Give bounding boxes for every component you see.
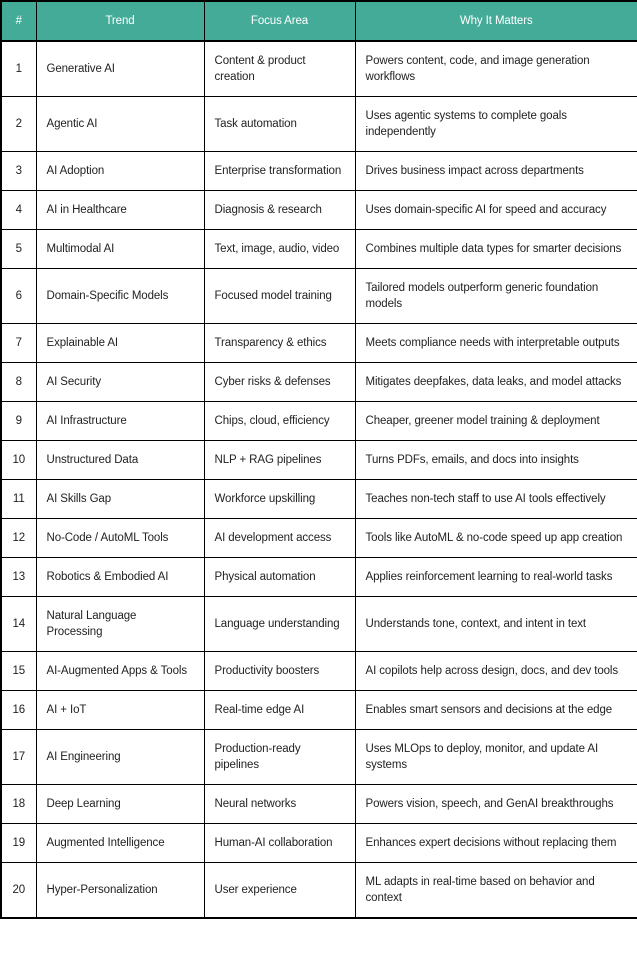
cell-focus-area: User experience bbox=[204, 863, 355, 919]
table-row bbox=[1, 41, 637, 97]
cell-focus-area: Cyber risks & defenses bbox=[204, 363, 355, 402]
cell-focus-area: Focused model training bbox=[204, 269, 355, 324]
cell-trend: AI in Healthcare bbox=[36, 191, 204, 230]
column-header-number: # bbox=[1, 1, 36, 41]
table-row bbox=[1, 652, 637, 691]
cell-number: 19 bbox=[1, 824, 36, 863]
cell-number: 1 bbox=[1, 41, 36, 97]
cell-why-it-matters: Drives business impact across departments bbox=[355, 152, 637, 191]
table-row bbox=[1, 152, 637, 191]
cell-number: 5 bbox=[1, 230, 36, 269]
cell-focus-area: Chips, cloud, efficiency bbox=[204, 402, 355, 441]
cell-why-it-matters: ML adapts in real-time based on behavior and context bbox=[355, 863, 637, 919]
cell-trend: AI Adoption bbox=[36, 152, 204, 191]
cell-trend: Multimodal AI bbox=[36, 230, 204, 269]
column-header-trend: Trend bbox=[36, 1, 204, 41]
cell-trend: No-Code / AutoML Tools bbox=[36, 519, 204, 558]
cell-trend: AI + IoT bbox=[36, 691, 204, 730]
cell-why-it-matters: Applies reinforcement learning to real-world tasks bbox=[355, 558, 637, 597]
cell-focus-area: NLP + RAG pipelines bbox=[204, 441, 355, 480]
cell-why-it-matters: Combines multiple data types for smarter decisions bbox=[355, 230, 637, 269]
table-row bbox=[1, 480, 637, 519]
cell-why-it-matters: Enables smart sensors and decisions at the edge bbox=[355, 691, 637, 730]
table-header bbox=[1, 1, 637, 41]
cell-why-it-matters: Cheaper, greener model training & deployment bbox=[355, 402, 637, 441]
cell-trend: AI Engineering bbox=[36, 730, 204, 785]
column-header-focus-area: Focus Area bbox=[204, 1, 355, 41]
cell-focus-area: Diagnosis & research bbox=[204, 191, 355, 230]
cell-focus-area: Task automation bbox=[204, 97, 355, 152]
cell-why-it-matters: Enhances expert decisions without replacing them bbox=[355, 824, 637, 863]
cell-trend: Explainable AI bbox=[36, 324, 204, 363]
table-row bbox=[1, 269, 637, 324]
table-row bbox=[1, 730, 637, 785]
table-row bbox=[1, 558, 637, 597]
cell-trend: Generative AI bbox=[36, 41, 204, 97]
cell-number: 10 bbox=[1, 441, 36, 480]
cell-focus-area: Enterprise transformation bbox=[204, 152, 355, 191]
cell-focus-area: Physical automation bbox=[204, 558, 355, 597]
table-row bbox=[1, 97, 637, 152]
cell-focus-area: Text, image, audio, video bbox=[204, 230, 355, 269]
cell-focus-area: Productivity boosters bbox=[204, 652, 355, 691]
cell-number: 17 bbox=[1, 730, 36, 785]
table-row bbox=[1, 824, 637, 863]
cell-number: 13 bbox=[1, 558, 36, 597]
table-row bbox=[1, 402, 637, 441]
table-row bbox=[1, 191, 637, 230]
table-row bbox=[1, 441, 637, 480]
cell-focus-area: AI development access bbox=[204, 519, 355, 558]
cell-why-it-matters: Mitigates deepfakes, data leaks, and model attacks bbox=[355, 363, 637, 402]
cell-why-it-matters: AI copilots help across design, docs, and dev tools bbox=[355, 652, 637, 691]
cell-number: 6 bbox=[1, 269, 36, 324]
cell-trend: Augmented Intelligence bbox=[36, 824, 204, 863]
cell-focus-area: Transparency & ethics bbox=[204, 324, 355, 363]
cell-why-it-matters: Tailored models outperform generic foundation models bbox=[355, 269, 637, 324]
cell-why-it-matters: Understands tone, context, and intent in text bbox=[355, 597, 637, 652]
header-row bbox=[1, 1, 637, 41]
cell-number: 9 bbox=[1, 402, 36, 441]
cell-number: 3 bbox=[1, 152, 36, 191]
cell-trend: AI Skills Gap bbox=[36, 480, 204, 519]
cell-why-it-matters: Powers vision, speech, and GenAI breakthroughs bbox=[355, 785, 637, 824]
cell-number: 12 bbox=[1, 519, 36, 558]
cell-why-it-matters: Meets compliance needs with interpretable outputs bbox=[355, 324, 637, 363]
table-row bbox=[1, 230, 637, 269]
table-body bbox=[1, 41, 637, 918]
table-row bbox=[1, 324, 637, 363]
cell-trend: Agentic AI bbox=[36, 97, 204, 152]
cell-trend: Deep Learning bbox=[36, 785, 204, 824]
cell-trend: AI-Augmented Apps & Tools bbox=[36, 652, 204, 691]
cell-why-it-matters: Teaches non-tech staff to use AI tools effectively bbox=[355, 480, 637, 519]
cell-focus-area: Workforce upskilling bbox=[204, 480, 355, 519]
cell-number: 8 bbox=[1, 363, 36, 402]
cell-trend: Domain-Specific Models bbox=[36, 269, 204, 324]
cell-focus-area: Production-ready pipelines bbox=[204, 730, 355, 785]
table-row bbox=[1, 519, 637, 558]
cell-trend: Unstructured Data bbox=[36, 441, 204, 480]
cell-focus-area: Neural networks bbox=[204, 785, 355, 824]
cell-number: 14 bbox=[1, 597, 36, 652]
cell-number: 4 bbox=[1, 191, 36, 230]
cell-number: 15 bbox=[1, 652, 36, 691]
cell-why-it-matters: Uses agentic systems to complete goals independently bbox=[355, 97, 637, 152]
cell-focus-area: Language understanding bbox=[204, 597, 355, 652]
cell-number: 16 bbox=[1, 691, 36, 730]
cell-trend: Robotics & Embodied AI bbox=[36, 558, 204, 597]
cell-trend: Natural Language Processing bbox=[36, 597, 204, 652]
cell-focus-area: Content & product creation bbox=[204, 41, 355, 97]
cell-number: 20 bbox=[1, 863, 36, 919]
cell-why-it-matters: Uses MLOps to deploy, monitor, and update AI systems bbox=[355, 730, 637, 785]
table-row bbox=[1, 785, 637, 824]
cell-number: 7 bbox=[1, 324, 36, 363]
cell-why-it-matters: Uses domain-specific AI for speed and accuracy bbox=[355, 191, 637, 230]
cell-number: 18 bbox=[1, 785, 36, 824]
cell-trend: AI Security bbox=[36, 363, 204, 402]
cell-focus-area: Human-AI collaboration bbox=[204, 824, 355, 863]
table-row bbox=[1, 363, 637, 402]
cell-trend: AI Infrastructure bbox=[36, 402, 204, 441]
cell-focus-area: Real-time edge AI bbox=[204, 691, 355, 730]
cell-number: 2 bbox=[1, 97, 36, 152]
cell-why-it-matters: Turns PDFs, emails, and docs into insights bbox=[355, 441, 637, 480]
table-row bbox=[1, 863, 637, 919]
cell-why-it-matters: Tools like AutoML & no-code speed up app creation bbox=[355, 519, 637, 558]
cell-number: 11 bbox=[1, 480, 36, 519]
table-row bbox=[1, 691, 637, 730]
table-row bbox=[1, 597, 637, 652]
cell-trend: Hyper-Personalization bbox=[36, 863, 204, 919]
column-header-why-it-matters: Why It Matters bbox=[355, 1, 637, 41]
cell-why-it-matters: Powers content, code, and image generation workflows bbox=[355, 41, 637, 97]
